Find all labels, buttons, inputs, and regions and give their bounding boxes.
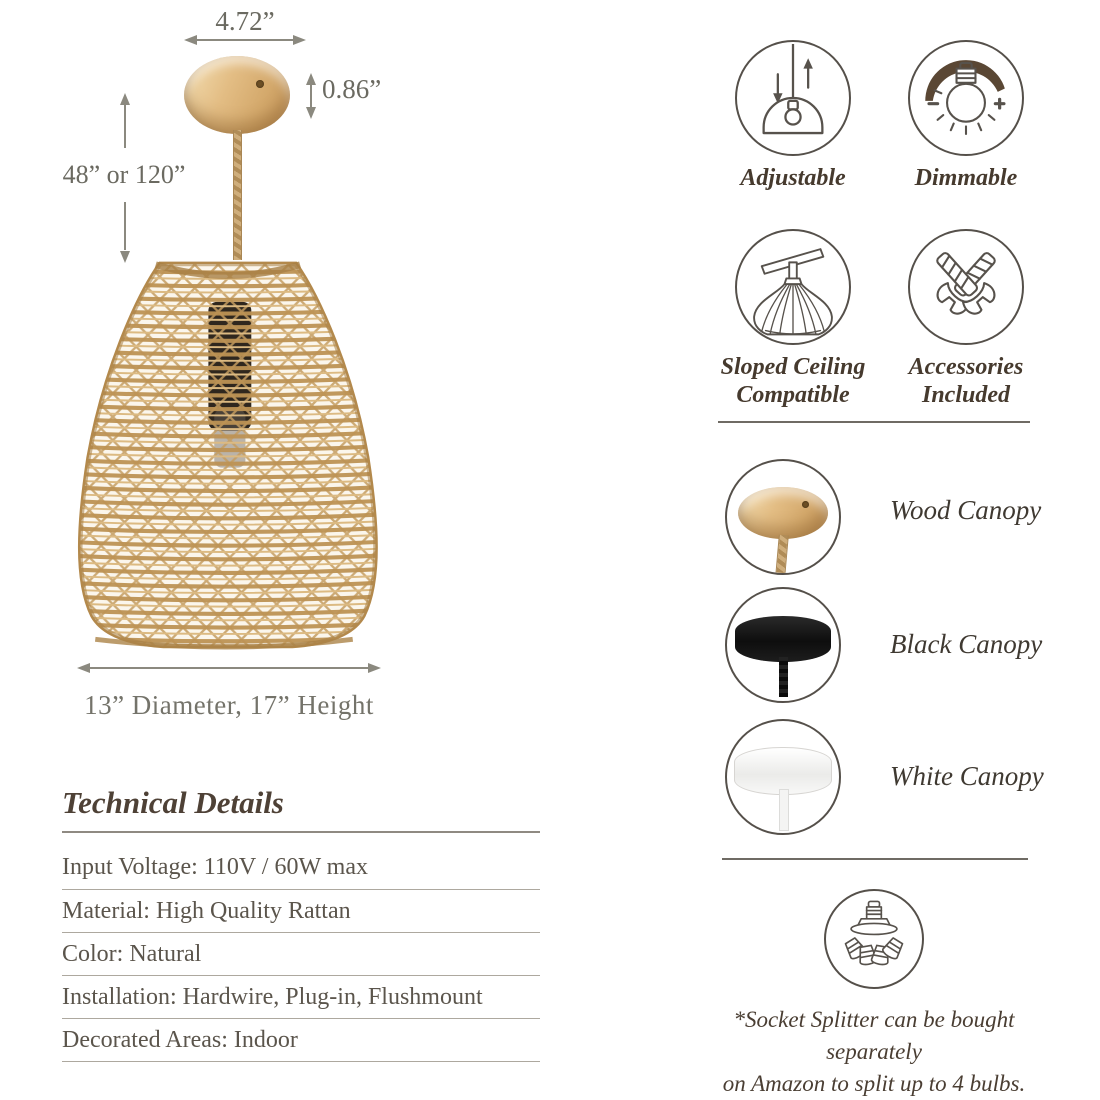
tech-row-installation: Installation: Hardwire, Plug-in, Flushmount <box>62 976 540 1019</box>
note-line-2: on Amazon to split up to 4 bulbs. <box>722 1071 1026 1097</box>
feature-sloped-ceiling <box>703 229 883 410</box>
height-arrow-icon <box>303 72 319 120</box>
wood-canopy-diagram <box>184 56 290 134</box>
feature-accessories <box>876 229 1056 410</box>
tech-row-color: Color: Natural <box>62 933 540 976</box>
wood-canopy-photo <box>725 459 841 575</box>
screw-icon <box>802 501 809 508</box>
screw-icon <box>256 80 264 88</box>
divider <box>722 858 1028 860</box>
divider <box>718 421 1030 423</box>
canopy-option-label: Wood Canopy <box>890 495 1042 525</box>
cord-up-arrow-icon <box>118 92 132 152</box>
white-canopy-photo <box>725 719 841 835</box>
accessories-icon <box>912 233 1020 341</box>
feature-label: Sloped Ceiling Compatible <box>720 354 866 408</box>
canopy-height-dimension: 0.86” <box>322 74 382 104</box>
sloped-ceiling-icon <box>739 233 847 341</box>
hanging-cord <box>233 130 242 260</box>
diameter-arrow-icon <box>76 660 382 676</box>
width-arrow-icon <box>183 32 307 48</box>
black-canopy-photo <box>725 587 841 703</box>
canopy-option-label: Black Canopy <box>890 629 1043 659</box>
rattan-shade-image <box>66 248 382 658</box>
socket-splitter-illustration <box>824 889 924 989</box>
technical-details-title: Technical Details <box>62 785 284 820</box>
canopy-option-label: White Canopy <box>890 761 1044 791</box>
tech-row-input-voltage: Input Voltage: 110V / 60W max <box>62 833 540 890</box>
feature-label: Adjustable <box>740 165 846 191</box>
technical-details-table <box>62 831 540 1062</box>
tech-row-material: Material: High Quality Rattan <box>62 890 540 933</box>
socket-splitter-note <box>688 1004 1060 1100</box>
canopy-width-dimension: 4.72” <box>215 6 275 36</box>
feature-label: Accessories Included <box>908 354 1024 408</box>
shade-dimensions: 13” Diameter, 17” Height <box>84 690 374 720</box>
socket-splitter-icon <box>830 895 918 983</box>
feature-dimmable <box>876 40 1056 193</box>
note-line-1: *Socket Splitter can be bought separately <box>733 1007 1015 1065</box>
tech-row-decorated-areas: Decorated Areas: Indoor <box>62 1019 540 1062</box>
adjustable-icon <box>739 44 847 152</box>
feature-label: Dimmable <box>914 165 1018 191</box>
cord-length-dimension: 48” or 120” <box>62 160 186 189</box>
dimmable-icon <box>912 44 1020 152</box>
feature-adjustable <box>703 40 883 193</box>
